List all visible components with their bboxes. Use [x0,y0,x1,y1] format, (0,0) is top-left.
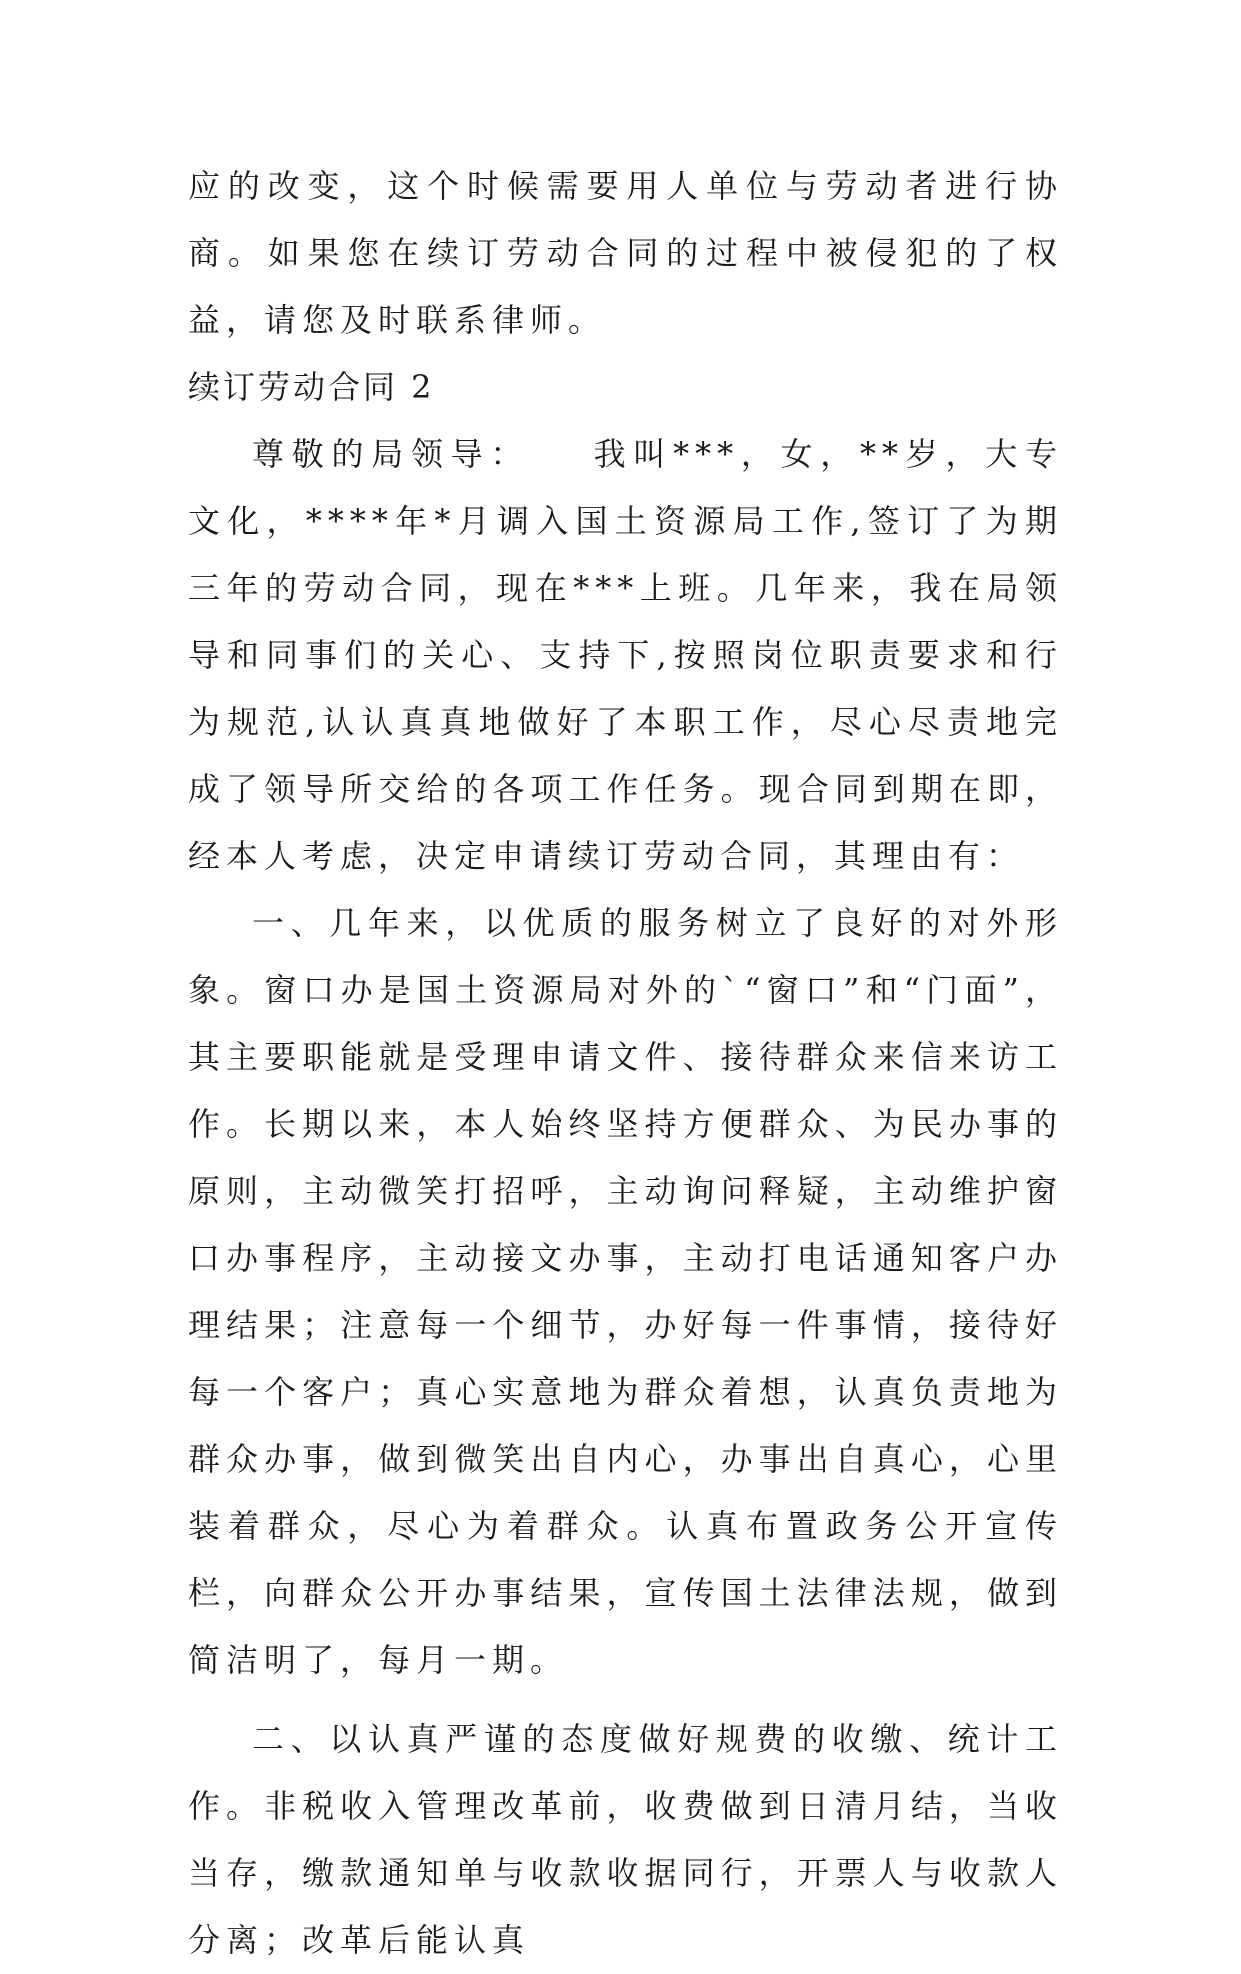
paragraph-reason-two: 二、以认真严谨的态度做好规费的收缴、统计工作。非税收入管理改革前，收费做到日清月结，当收当存，缴款通知单与收款收据同行，开票人与收款人分离；改革后能认真 [188,1720,1063,1959]
paragraph-letter-opening: 尊敬的局领导： 我叫***，女，**岁，大专文化，****年*月调入国土资源局工作,签订了为期三年的劳动合同，现在***上班。几年来，我在局领导和同事们的关心、支持下,按照岗位职责要求和行为规范,认认真真地做好了本职工作，尽心尽责地完成了领导所交给的各项工作任务。现合同到期在即，经本人考虑，决定申请续订劳动合同，其理由有： [188,435,1063,875]
document-body [188,153,1063,1974]
section-heading: 续订劳动合同 2 [188,368,435,406]
paragraph-reason-one: 一、几年来，以优质的服务树立了良好的对外形象。窗口办是国土资源局对外的`“窗口”和“门面”，其主要职能就是受理申请文件、接待群众来信来访工作。长期以来，本人始终坚持方便群众、为民办事的原则，主动微笑打招呼，主动询问释疑，主动维护窗口办事程序，主动接文办事，主动打电话通知客户办理结果；注意每一个细节，办好每一件事情，接待好每一个客户；真心实意地为群众着想，认真负责地为群众办事，做到微笑出自内心，办事出自真心，心里装着群众，尽心为着群众。认真布置政务公开宣传栏，向群众公开办事结果，宣传国土法律法规，做到简洁明了，每月一期。 [188,904,1063,1679]
paragraph-continuation: 应的改变，这个时候需要用人单位与劳动者进行协商。如果您在续订劳动合同的过程中被侵犯的了权益，请您及时联系律师。 [188,167,1063,339]
